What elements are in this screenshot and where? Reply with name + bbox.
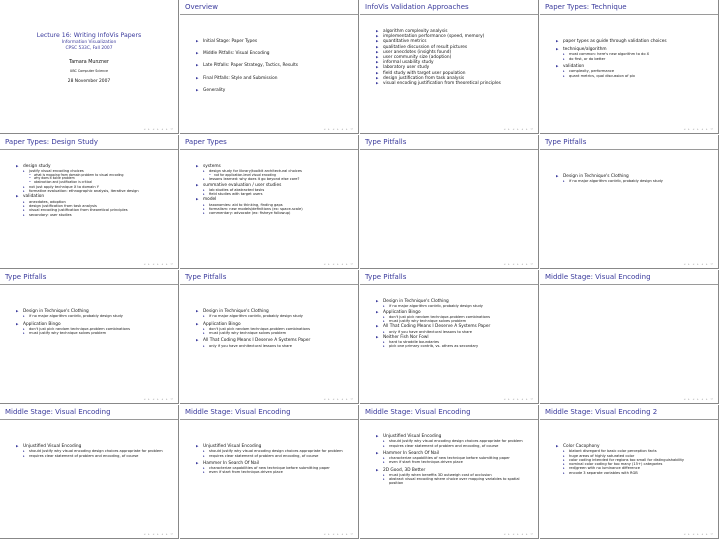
bullet-list (196, 164, 353, 215)
sub-bullet-list (563, 179, 713, 183)
bullet-text: nominal color coding for too many (15+) categories (569, 462, 663, 467)
sub-bullet-item (563, 74, 713, 78)
slide-title: Middle Stage: Visual Encoding (360, 405, 538, 420)
bullet-item (196, 164, 353, 182)
sub-bullet-list (203, 188, 353, 197)
bullet-item (16, 164, 173, 193)
slide-body (540, 15, 718, 78)
bullet-item (16, 322, 173, 336)
sub-bullet-list (563, 52, 713, 61)
sub-bullet-item (203, 344, 353, 348)
bullet-text: design justification from task analysis (29, 203, 97, 208)
sub-bullet-item (383, 344, 533, 348)
bullet-text: don't just pick random technique-problem combinations (389, 314, 490, 319)
bullet-text: abstraction and justification is critical (34, 180, 93, 185)
slide-body (180, 15, 358, 93)
sub-bullet-item (563, 57, 713, 61)
bullet-item (196, 76, 353, 81)
bullet-item (376, 468, 533, 486)
bullet-text: do first, or do better (569, 56, 606, 61)
bullet-text: laboratory user study (383, 65, 430, 71)
bullet-item (196, 322, 353, 336)
sub-bullet-list (563, 69, 713, 78)
bullet-text: justify visual encoding choices (29, 169, 84, 174)
slide-thumbnail (180, 135, 359, 269)
bullet-text: Design in Technique's Clothing (383, 299, 449, 304)
bullet-text: Unjustified Visual Encoding (203, 444, 262, 449)
bullet-text: qualitative discussion of result pictures (383, 44, 468, 50)
slide-nav-icons: ◂ ▸ ◂ ▸ ◂ ▸ ↺ (143, 262, 174, 266)
slide-thumbnail (180, 0, 359, 134)
bullet-item (556, 64, 713, 78)
bullet-item (16, 444, 173, 458)
slide-title: Type Pitfalls (540, 135, 718, 150)
slide-title: Middle Stage: Visual Encoding (540, 270, 718, 285)
slide-title: Type Pitfalls (360, 135, 538, 150)
sub-bullet-list (383, 304, 533, 308)
bullet-text: complexity, performance (569, 69, 615, 74)
slide-thumbnail (180, 405, 359, 539)
bullet-text: characterize capabilities of new technique before submitting paper (209, 466, 330, 470)
sub-bullet-item (23, 189, 173, 193)
bullet-text: Application Bingo (203, 321, 241, 327)
bullet-text: Neither Fish Nor Fowl (383, 334, 429, 340)
bullet-list (556, 39, 713, 78)
slide-nav-icons: ◂ ▸ ◂ ▸ ◂ ▸ ↺ (323, 532, 354, 536)
slide-title: Type Pitfalls (0, 270, 178, 285)
bullet-text: visual encoding justification from theoretical principles (383, 81, 501, 87)
bullet-text: formalism: new models/definitions (ex: space-scale) (209, 206, 303, 211)
bullet-list (556, 444, 713, 475)
sub-bullet-item (563, 471, 713, 475)
bullet-text: Middle Pitfalls: Visual Encoding (203, 51, 270, 57)
bullet-item (196, 63, 353, 68)
sub-bullet-list (203, 449, 353, 458)
sub-bullet-item (383, 319, 533, 323)
bullet-text: user community size (adoption) (383, 55, 452, 61)
slide-nav-icons: ◂ ▸ ◂ ▸ ◂ ▸ ↺ (143, 532, 174, 536)
bullet-item (556, 39, 713, 44)
sub-bullet-item (203, 192, 353, 196)
bullet-item (196, 461, 353, 475)
bullet-text: commentary: advocate (ex: fisheye followup) (209, 211, 291, 216)
sub-bullet-list (383, 330, 533, 334)
slide-thumbnail (540, 0, 719, 134)
sub-bullet-list (23, 327, 173, 336)
sub-bullet-list (383, 315, 533, 324)
bullet-text: characterize capabilities of new technique before submitting paper (389, 456, 510, 460)
sub-bullet-list (563, 449, 713, 475)
sub-bullet-item (383, 444, 533, 448)
bullet-item (196, 88, 353, 93)
bullet-list (196, 444, 353, 475)
bullet-text: Application Bingo (383, 309, 421, 315)
slide-title: Paper Types: Design Study (0, 135, 178, 150)
slide-nav-icons: ◂ ▸ ◂ ▸ ◂ ▸ ↺ (143, 127, 174, 131)
sub-bullet-item (203, 454, 353, 458)
slide-body (360, 15, 538, 86)
sub-bullet-item (203, 331, 353, 335)
slide-body (540, 285, 718, 288)
bullet-text: Design in Technique's Clothing (563, 174, 629, 179)
bullet-text: taxonomies: aid to thinking, finding gaps (209, 202, 283, 207)
bullet-text: Color Cacophony (563, 444, 600, 449)
bullet-text: must justify why technique solves problem (389, 319, 467, 323)
bullet-text: must justify when benefits 3D outweigh cost of occlusion (389, 472, 492, 477)
bullet-text: design study for library/toolkit architectural choices (209, 169, 302, 174)
slide-title: Middle Stage: Visual Encoding (180, 405, 358, 420)
course-code: CPSC 533C, Fall 2007 (65, 45, 113, 51)
sub-bullet-list (203, 327, 353, 336)
author-name: Tamara Munzner (69, 60, 109, 65)
bullet-text: huge areas of highly saturated color (569, 453, 635, 458)
slide-nav-icons: ◂ ▸ ◂ ▸ ◂ ▸ ↺ (503, 262, 534, 266)
slide-nav-icons: ◂ ▸ ◂ ▸ ◂ ▸ ↺ (323, 127, 354, 131)
bullet-item (376, 324, 533, 334)
sub-bullet-list (203, 203, 353, 216)
bullet-item (376, 434, 533, 448)
bullet-text: Design in Technique's Clothing (203, 309, 269, 314)
bullet-text: only if you have architectural lessons to share (209, 343, 292, 348)
lecture-title: Lecture 16: Writing InfoVis Papers (36, 32, 142, 39)
slide-thumbnail (360, 270, 539, 404)
bullet-text: if no major algorithm contrib, probably design study (389, 304, 483, 309)
sub-bullet-item (203, 177, 353, 181)
bullet-text: validation (23, 194, 45, 200)
sub-bullet-item (203, 169, 353, 177)
bullet-list (16, 444, 173, 458)
slide-title: Type Pitfalls (360, 270, 538, 285)
bullet-list (376, 299, 533, 349)
bullet-item (196, 309, 353, 319)
slide-title: Overview (180, 0, 358, 15)
bullet-text: abstract visual encoding where choice over mapping variables to spatial position (389, 477, 520, 486)
slide-title: Type Pitfalls (180, 270, 358, 285)
bullet-list (376, 29, 533, 86)
sub-bullet-list (383, 439, 533, 448)
bullet-text: Initial Stage: Paper Types (203, 39, 258, 44)
slide-body (540, 420, 718, 475)
bullet-text: technique/algorithm (563, 47, 607, 53)
bullet-text: Final Pitfalls: Style and Submission (203, 75, 278, 81)
sub-bullet-item (383, 477, 533, 486)
bullet-text: even if start from technique-driven place (209, 470, 283, 475)
bullet-item (376, 81, 533, 86)
sub-bullet-item (23, 331, 173, 335)
bullet-text: if no major algorithm contrib, probably design study (209, 314, 303, 319)
slide-thumbnail (180, 270, 359, 404)
bullet-text: requires clear statement of problem and encoding, of course (209, 453, 319, 458)
slide-body (0, 285, 178, 335)
bullet-text: All That Coding Means I Deserve A Systems Paper (203, 338, 311, 344)
bullet-item (16, 194, 173, 216)
author-dept: UBC Computer Science (69, 69, 109, 73)
slide-nav-icons: ◂ ▸ ◂ ▸ ◂ ▸ ↺ (503, 127, 534, 131)
sub-bullet-item (203, 470, 353, 474)
bullet-item (556, 444, 713, 475)
bullet-text: field study with target user population (383, 70, 466, 76)
bullet-text: Generality (203, 87, 226, 93)
course-name: Information Visualization (61, 40, 117, 45)
bullet-text: implementation performance (speed, memory) (383, 34, 485, 40)
bullet-list (16, 164, 173, 217)
slide-title: Paper Types: Technique (540, 0, 718, 15)
bullet-item (376, 299, 533, 309)
sub-bullet-list (23, 200, 173, 217)
sub-bullet-list (23, 314, 173, 318)
slide-thumbnail (360, 0, 539, 134)
slide-title: Middle Stage: Visual Encoding 2 (540, 405, 718, 420)
slide-nav-icons: ◂ ▸ ◂ ▸ ◂ ▸ ↺ (503, 397, 534, 401)
sub-bullet-list (29, 174, 173, 185)
bullet-list (196, 39, 353, 93)
sub-bullet-list (23, 169, 173, 193)
bullet-text: lab studies of abstracted tasks (209, 187, 265, 192)
bullet-text: Late Pitfalls: Paper Strategy, Tactics, Results (203, 63, 298, 69)
bullet-text: Hammer In Search Of Nail (383, 450, 439, 456)
bullet-item (16, 309, 173, 319)
bullet-text: don't just pick random technique-problem combinations (29, 326, 130, 331)
bullet-text: if no major algorithm contrib, probably design study (569, 179, 663, 184)
slide-body (0, 420, 178, 458)
bullet-text: 2D Good, 3D Better (383, 467, 426, 473)
bullet-text: anecdotes, adoption (29, 199, 66, 204)
bullet-item (196, 444, 353, 458)
bullet-text: summative evaluation / user studies (203, 182, 282, 188)
slide-thumbnail (360, 135, 539, 269)
slide-body (360, 285, 538, 349)
title-slide (0, 0, 179, 134)
sub-bullet-item (23, 213, 173, 217)
slide-nav-icons: ◂ ▸ ◂ ▸ ◂ ▸ ↺ (323, 397, 354, 401)
bullet-text: systems (203, 164, 221, 169)
bullet-text: Hammer In Search Of Nail (203, 460, 259, 466)
bullet-text: quantitative metrics (383, 39, 427, 45)
slide-nav-icons: ◂ ▸ ◂ ▸ ◂ ▸ ↺ (143, 397, 174, 401)
sub-bullet-item (563, 179, 713, 183)
bullet-text: requires clear statement of problem and encoding, of course (29, 453, 139, 458)
slide-body (360, 150, 538, 153)
slide-thumbnail (360, 405, 539, 539)
bullet-text: quant metrics, qual discussion of pix (569, 73, 636, 78)
bullet-text: validation (563, 64, 585, 69)
bullet-text: only if you have architectural lessons to share (389, 329, 472, 334)
sub-bullet-item (23, 454, 173, 458)
sub-bullet-list (383, 340, 533, 349)
sub-bullet-list (203, 344, 353, 348)
slide-nav-icons: ◂ ▸ ◂ ▸ ◂ ▸ ↺ (323, 262, 354, 266)
slide-thumbnail (540, 405, 719, 539)
bullet-text: informal usability study (383, 60, 434, 66)
bullet-text: what is mapping from domain problem to visual encoding (34, 172, 124, 177)
sub-bullet-item (203, 211, 353, 215)
bullet-item (196, 39, 353, 44)
slide-nav-icons: ◂ ▸ ◂ ▸ ◂ ▸ ↺ (683, 397, 714, 401)
bullet-text: why does it solve problem (34, 176, 75, 181)
bullet-text: Unjustified Visual Encoding (23, 444, 82, 449)
bullet-text: design study (23, 164, 51, 169)
bullet-text: user anecdotes (insights found) (383, 49, 452, 55)
bullet-list (556, 174, 713, 184)
bullet-text: lessons learned: why does it go beyond else core? (209, 177, 300, 182)
bullet-text: model (203, 197, 217, 203)
bullet-text: if no major algorithm contrib, probably design study (29, 314, 123, 319)
slide-thumbnail (0, 405, 179, 539)
slide-thumbnail (0, 270, 179, 404)
bullet-text: don't just pick random technique-problem combinations (209, 326, 310, 331)
bullet-list (16, 309, 173, 335)
slide-thumbnail (540, 270, 719, 404)
bullet-text: algorithm complexity analysis (383, 29, 448, 34)
sub-bullet-item (383, 330, 533, 334)
bullet-item (376, 310, 533, 324)
bullet-text: color coding intended for regions too small for distinguishability (569, 457, 685, 462)
lecture-date: 28 November 2007 (67, 79, 111, 84)
bullet-text: most common: here's new algorithm to do X (569, 52, 650, 57)
bullet-text: blatant disregard for basic color perception facts (569, 449, 657, 454)
slide-nav-icons: ◂ ▸ ◂ ▸ ◂ ▸ ↺ (683, 262, 714, 266)
bullet-text: Application Bingo (23, 321, 61, 327)
sub-bullet-item (23, 169, 173, 185)
bullet-text: red/green with no luminance difference (569, 466, 640, 471)
bullet-item (196, 338, 353, 348)
slide-thumbnail (0, 135, 179, 269)
sub-bullet-list (203, 314, 353, 318)
bullet-item (376, 451, 533, 465)
bullet-text: field studies with target users (209, 192, 263, 197)
bullet-text: encode 3 separate variables with RGB (569, 470, 638, 475)
slide-title: InfoVis Validation Approaches (360, 0, 538, 15)
bullet-item (196, 183, 353, 197)
bullet-text: Design in Technique's Clothing (23, 309, 89, 314)
sub-bullet-list (23, 449, 173, 458)
bullet-text: not just apply technique X to domain Y (29, 184, 99, 189)
sub-bullet-list (203, 169, 353, 181)
bullet-text: requires clear statement of problem and encoding, of course (389, 443, 499, 448)
bullet-text: All That Coding Means I Deserve A Systems Paper (383, 324, 491, 330)
slide-nav-icons: ◂ ▸ ◂ ▸ ◂ ▸ ↺ (503, 532, 534, 536)
bullet-text: secondary: user studies (29, 212, 72, 217)
sub-bullet-list (203, 466, 353, 475)
slide-body (180, 285, 358, 348)
bullet-text: should justify why visual encoding design choices appropriate for problem (389, 439, 523, 444)
sub-bullet-item (383, 460, 533, 464)
slide-title: Middle Stage: Visual Encoding (0, 405, 178, 420)
slide-thumbnail (540, 135, 719, 269)
bullet-list (376, 434, 533, 486)
bullet-item (196, 51, 353, 56)
slide-body (180, 150, 358, 215)
bullet-text: should justify why visual encoding design choices appropriate for problem (29, 449, 163, 454)
bullet-text: visual encoding justification from theoretical principles (29, 208, 128, 213)
sub-bullet-list (383, 473, 533, 486)
bullet-item (376, 335, 533, 349)
bullet-item (196, 197, 353, 215)
slide-body (540, 150, 718, 184)
bullet-text: paper types as guide through validation choices (563, 39, 667, 44)
sub-bullet-item (23, 314, 173, 318)
sub-bullet-item (383, 304, 533, 308)
slide-body (180, 420, 358, 475)
bullet-item (556, 174, 713, 184)
bullet-text: must justify why technique solves problem (209, 331, 287, 335)
bullet-text: should justify why visual encoding design choices appropriate for problem (209, 449, 343, 454)
sub-bullet-list (383, 456, 533, 465)
slide-body (360, 420, 538, 486)
bullet-text: must justify why technique solves problem (29, 331, 107, 335)
slide-nav-icons: ◂ ▸ ◂ ▸ ◂ ▸ ↺ (683, 532, 714, 536)
bullet-text: design justification from task analysis (383, 75, 465, 81)
slide-title: Paper Types (180, 135, 358, 150)
sub-bullet-item (203, 314, 353, 318)
bullet-item (556, 47, 713, 61)
bullet-text: formative evaluation: ethnographic analysis, iterative design (29, 189, 139, 194)
bullet-text: not for application-level visual encoding (214, 172, 277, 177)
bullet-text: pick one primary contrib, vs. others as secondary (389, 344, 479, 349)
bullet-list (196, 309, 353, 348)
bullet-text: Unjustified Visual Encoding (383, 434, 442, 439)
bullet-text: hard to straddle boundaries (389, 340, 440, 344)
bullet-text: even if start from technique-driven place (389, 460, 463, 465)
slide-nav-icons: ◂ ▸ ◂ ▸ ◂ ▸ ↺ (683, 127, 714, 131)
slide-body (0, 150, 178, 217)
